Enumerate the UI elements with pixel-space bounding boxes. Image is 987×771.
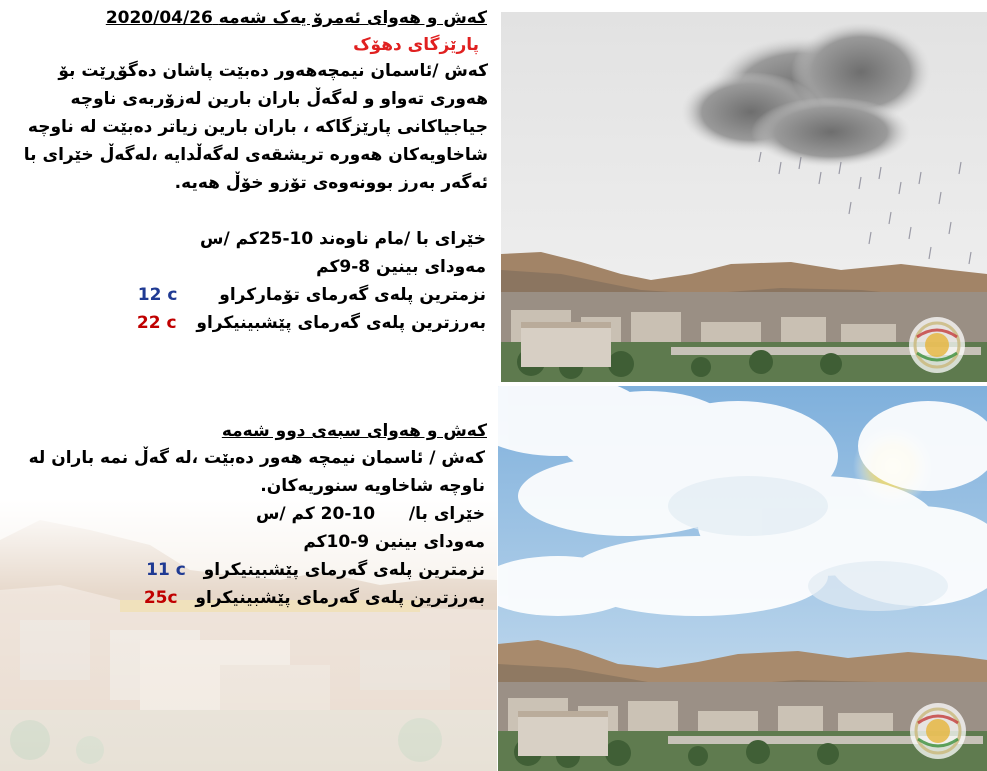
tomorrow-wind-label: خێرای با/ xyxy=(408,504,485,524)
today-max-temp-value: 22 c xyxy=(136,313,177,333)
today-min-temp xyxy=(138,284,486,306)
tomorrow-visibility-value: 9-10کم xyxy=(303,532,370,552)
today-wind xyxy=(200,228,486,250)
today-visibility xyxy=(316,256,486,278)
today-weather-photo xyxy=(501,12,987,382)
tomorrow-description-line-2: ناوچە شاخاویە سنوریەکان. xyxy=(260,476,485,496)
today-min-temp-label: نزمترین پلەی گەرمای تۆمارکراو xyxy=(219,285,486,305)
today-visibility-label: مەودای بینین xyxy=(376,257,486,277)
today-description-line-2: هەوری تەواو و لەگەڵ باران بارین لەزۆربەی ناوچە xyxy=(70,89,488,109)
tomorrow-description-line-1: کەش / ئاسمان نیمچە هەور دەبێت ،لە گەڵ نمە باران لە xyxy=(28,448,485,468)
today-max-temp-label: بەرزترین پلەی گەرمای پێشبینیکراو xyxy=(196,313,486,333)
tomorrow-min-temp-label: نزمترین پلەی گەرمای پێشبینیکراو xyxy=(203,560,485,580)
today-header-prefix: کەش و هەوای ئەمرۆ یەک شەمە xyxy=(218,8,487,28)
tomorrow-max-temp-label: بەرزترین پلەی گەرمای پێشبینیکراو xyxy=(195,588,485,608)
today-description-line-1: کەش /ئاسمان نیمچەهەور دەبێت پاشان دەگۆڕێت بۆ xyxy=(58,61,488,81)
tomorrow-weather-photo xyxy=(498,386,987,771)
partly-cloudy-icon xyxy=(498,386,987,616)
today-min-temp-value: 12 c xyxy=(137,285,178,305)
today-forecast xyxy=(0,0,493,380)
today-visibility-value: 8-9کم xyxy=(316,257,371,277)
tomorrow-min-temp xyxy=(146,559,485,581)
today-header xyxy=(106,7,487,29)
today-max-temp xyxy=(137,312,486,334)
tomorrow-max-temp xyxy=(144,587,485,609)
today-wind-label: خێرای با /مام ناوەند xyxy=(319,229,486,249)
channel-logo-icon xyxy=(910,703,966,759)
today-description-line-3: جیاجیاکانی پارێزگاکە ، باران بارین زیاتر دەبێت لە ناوچە xyxy=(27,117,488,137)
tomorrow-visibility-label: مەودای بینین xyxy=(375,532,485,552)
today-description-line-5: ئەگەر بەرز بوونەوەی تۆزو خۆڵ هەیە. xyxy=(174,173,488,193)
tomorrow-wind-value: 10-20 کم /س xyxy=(255,504,376,524)
today-date: 2020/04/26 xyxy=(105,8,213,28)
province-name: پارێزگای دهۆک xyxy=(353,35,479,55)
today-wind-value: 10-25کم /س xyxy=(200,229,314,249)
tomorrow-visibility xyxy=(303,531,485,553)
tomorrow-max-temp-value: 25c xyxy=(143,588,178,608)
tomorrow-header: کەش و هەوای سبەی دوو شەمە xyxy=(221,421,487,441)
tomorrow-forecast xyxy=(0,416,493,616)
tomorrow-min-temp-value: 11 c xyxy=(146,560,186,580)
tomorrow-wind xyxy=(256,503,485,525)
today-description-line-4: شاخاویەکان هەورە تریشقەی لەگەڵدایە ،لەگەڵ خێرای با xyxy=(23,145,488,165)
channel-logo-icon xyxy=(909,317,965,373)
